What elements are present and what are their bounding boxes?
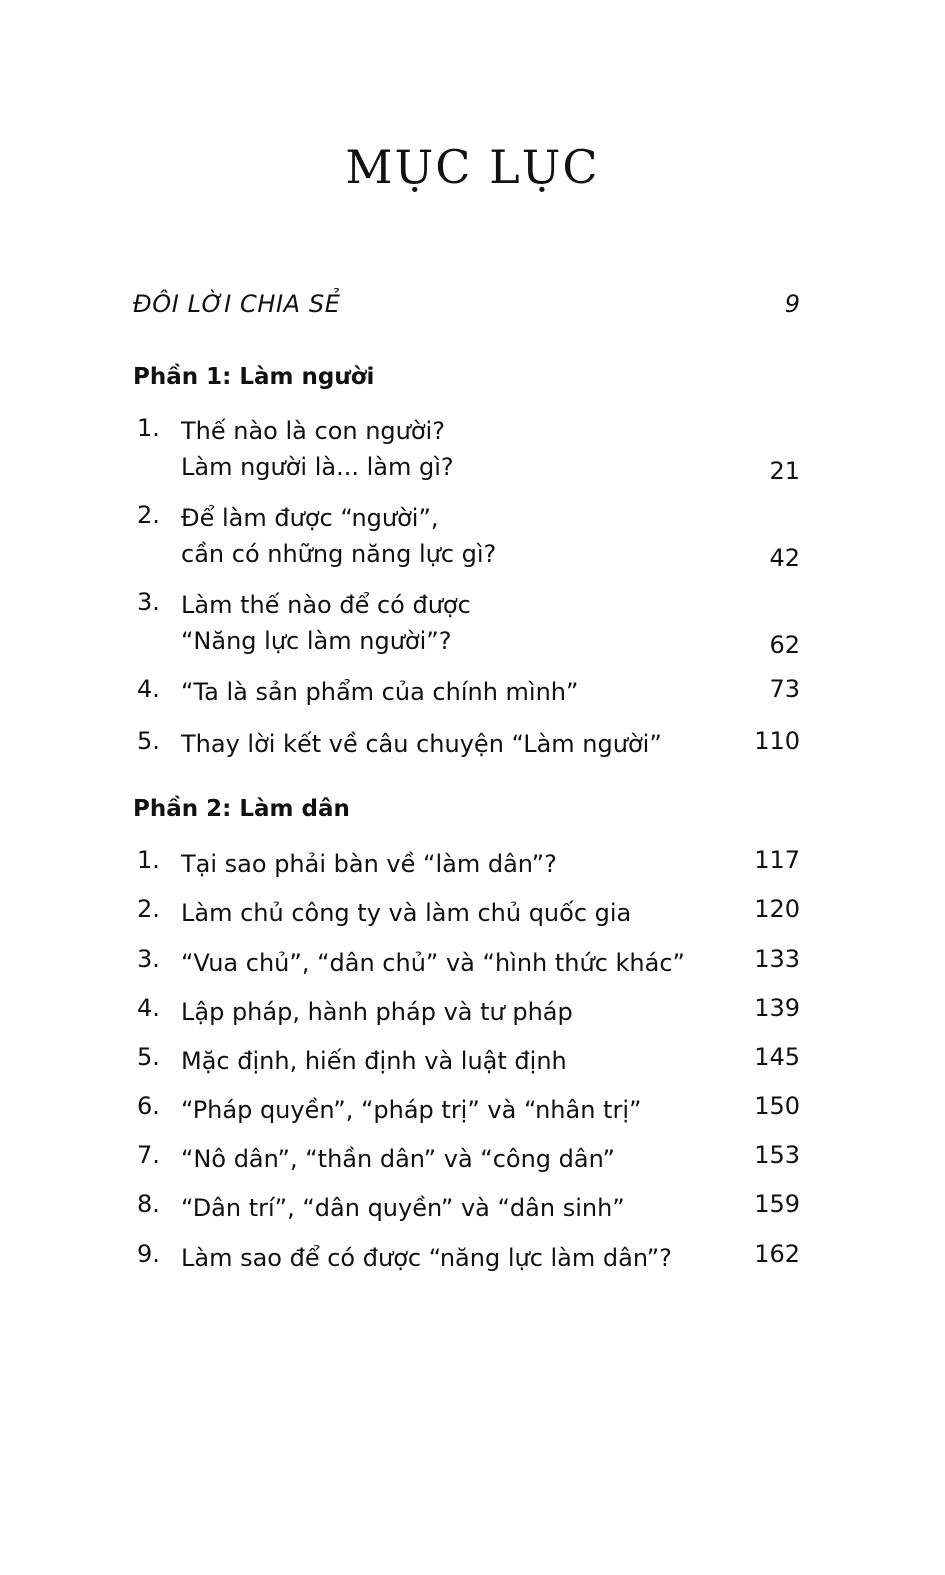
entry-title-line-2: “Năng lực làm người”? [181, 626, 452, 655]
entry-number: 4. [137, 993, 160, 1022]
entry-page-number: 42 [769, 544, 800, 573]
toc-entry[interactable] [133, 501, 800, 572]
toc-entry[interactable] [133, 1043, 800, 1080]
toc-entry[interactable] [133, 414, 800, 485]
toc-content [0, 290, 945, 1277]
entry-page-number: 120 [754, 895, 800, 924]
entry-title: Lập pháp, hành pháp và tư pháp [181, 997, 573, 1026]
entry-number: 7. [137, 1141, 160, 1170]
toc-entry[interactable] [133, 895, 800, 932]
entry-title: Làm chủ công ty và làm chủ quốc gia [181, 899, 632, 928]
page-title: MỤC LỤC [345, 140, 600, 194]
entry-page-number: 159 [754, 1190, 800, 1219]
toc-entry[interactable] [133, 846, 800, 883]
entry-page-number: 73 [769, 675, 800, 704]
entry-number: 6. [137, 1092, 160, 1121]
entry-page-number: 162 [754, 1239, 800, 1268]
entry-page-number: 62 [769, 631, 800, 660]
entry-title-line-1: Để làm được “người”, [181, 504, 439, 533]
toc-entry[interactable] [133, 994, 800, 1031]
entry-number: 2. [137, 501, 160, 530]
entry-title [181, 414, 730, 485]
entry-number: 3. [137, 588, 160, 617]
entry-number: 3. [137, 944, 160, 973]
toc-part-1 [133, 364, 800, 762]
entry-page-number: 145 [754, 1042, 800, 1071]
entry-title: “Nô dân”, “thần dân” và “công dân” [181, 1145, 615, 1174]
entry-page-number: 153 [754, 1141, 800, 1170]
toc-part-2 [133, 796, 800, 1277]
toc-entry[interactable] [133, 1190, 800, 1227]
preface-label: ĐÔI LỜI CHIA SẺ [133, 290, 341, 318]
toc-entry-preface[interactable] [133, 290, 800, 318]
toc-entry[interactable] [133, 945, 800, 982]
entry-title [181, 588, 730, 659]
entry-page-number: 110 [754, 726, 800, 755]
preface-page-number: 9 [784, 290, 800, 318]
entry-title [181, 501, 730, 572]
entry-number: 8. [137, 1190, 160, 1219]
entry-title: “Ta là sản phẩm của chính mình” [181, 678, 579, 707]
entry-number: 5. [137, 1042, 160, 1071]
entry-title: Tại sao phải bàn về “làm dân”? [181, 850, 557, 879]
toc-entry[interactable] [133, 1092, 800, 1129]
entry-title: Làm sao để có được “năng lực làm dân”? [181, 1243, 672, 1272]
toc-entry[interactable] [133, 1240, 800, 1277]
toc-entry[interactable] [133, 1141, 800, 1178]
entry-number: 2. [137, 895, 160, 924]
entry-title: Thay lời kết về câu chuyện “Làm người” [181, 729, 662, 758]
entry-number: 9. [137, 1239, 160, 1268]
entry-title: “Vua chủ”, “dân chủ” và “hình thức khác” [181, 948, 685, 977]
entry-page-number: 150 [754, 1092, 800, 1121]
toc-entry[interactable] [133, 588, 800, 659]
entry-number: 1. [137, 846, 160, 875]
entry-page-number: 117 [754, 846, 800, 875]
toc-entry[interactable] [133, 675, 800, 711]
entry-title: Mặc định, hiến định và luật định [181, 1046, 567, 1075]
entry-page-number: 133 [754, 944, 800, 973]
toc-entry[interactable] [133, 727, 800, 763]
entry-number: 5. [137, 726, 160, 755]
entry-page-number: 139 [754, 993, 800, 1022]
entry-title-line-1: Thế nào là con người? [181, 417, 445, 445]
entry-title-line-2: cần có những năng lực gì? [181, 539, 497, 568]
entry-title-line-1: Làm thế nào để có được [181, 591, 471, 620]
entry-title: “Pháp quyền”, “pháp trị” và “nhân trị” [181, 1096, 642, 1125]
entry-title-line-2: Làm người là... làm gì? [181, 452, 454, 481]
entry-number: 1. [137, 414, 160, 442]
entry-number: 4. [137, 675, 160, 704]
entry-page-number: 21 [769, 457, 800, 486]
entry-title: “Dân trí”, “dân quyền” và “dân sinh” [181, 1194, 625, 1223]
part-heading: Phần 2: Làm dân [133, 796, 350, 823]
part-heading: Phần 1: Làm người [133, 364, 375, 390]
